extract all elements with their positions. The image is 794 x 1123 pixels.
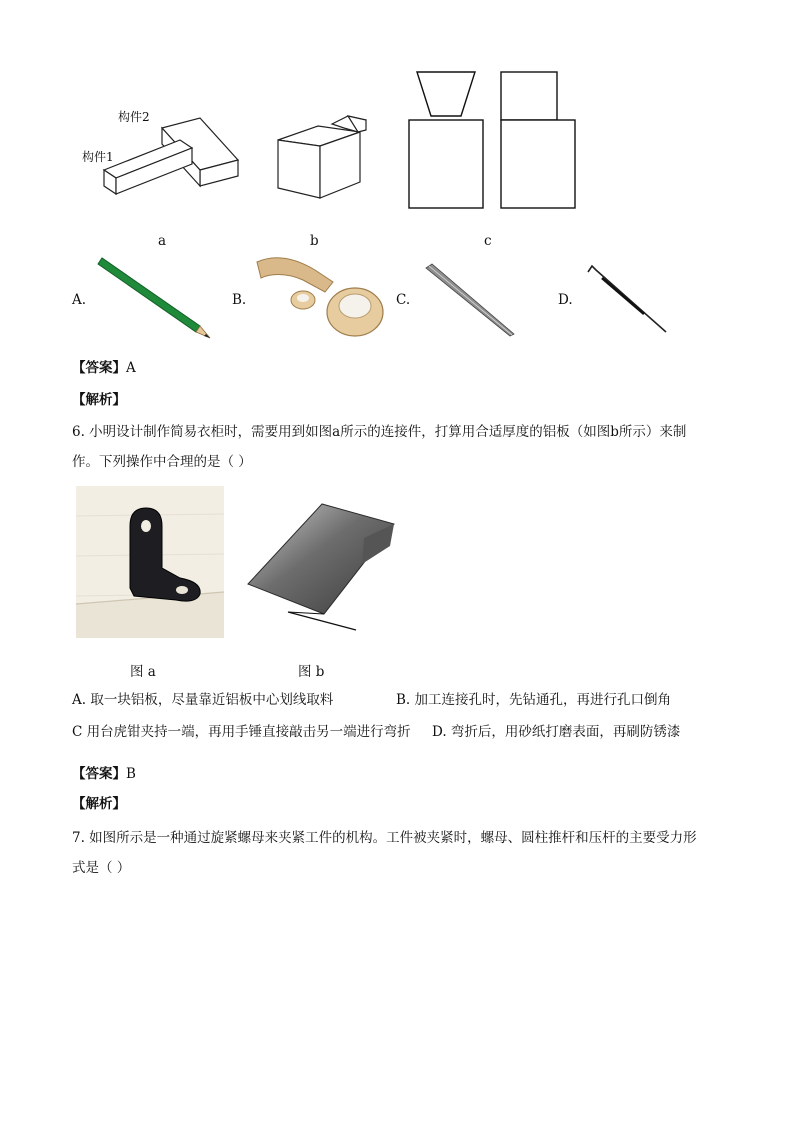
wooden-tool-icon (255, 252, 385, 342)
q5-analysis-tag: 【解析】 (72, 392, 126, 408)
scriber-icon (420, 262, 520, 338)
option-c-label: C. (396, 292, 411, 308)
option-d-label: D. (558, 292, 573, 308)
figure-6b-aluminum-sheet (244, 498, 396, 634)
label-component2: 构件2 (118, 110, 150, 124)
q6-analysis-tag: 【解析】 (72, 796, 126, 812)
q6-option-d: D. 弯折后，用砂纸打磨表面，再刷防锈漆 (432, 724, 681, 740)
option-a-label: A. (72, 292, 87, 308)
caption-b: b (310, 233, 319, 249)
q6-option-c: C 用台虎钳夹持一端，再用手锤直接敲击另一端进行弯折 (72, 724, 411, 740)
answer-tag: 【答案】 (72, 766, 126, 782)
q7-question-line1: 7. 如图所示是一种通过旋紧螺母来夹紧工件的机构。工件被夹紧时，螺母、圆柱推杆和压杆的主要受力形 (72, 830, 697, 846)
q6-question-line2: 作。下列操作中合理的是（ ） (72, 454, 252, 470)
needle-icon (584, 262, 674, 338)
answer-value: A (126, 360, 136, 376)
option-b-label: B. (232, 292, 247, 308)
answer-tag: 【答案】 (72, 360, 126, 376)
q6-answer (72, 764, 136, 784)
figure-6a-bracket-photo (76, 486, 224, 638)
q7-question-line2: 式是（ ） (72, 860, 131, 876)
q6-option-a: A. 取一块铝板，尽量靠近铝板中心划线取料 (72, 692, 334, 708)
figure-b-cube (272, 110, 372, 202)
caption-c: c (484, 233, 492, 249)
q5-answer (72, 358, 136, 378)
q6-question-line1: 6. 小明设计制作简易衣柜时，需要用到如图a所示的连接件，打算用合适厚度的铝板（如图b所示）来制 (72, 424, 687, 440)
pencil-icon (92, 256, 217, 342)
caption-6b: 图 b (298, 664, 325, 680)
caption-6a: 图 a (130, 664, 156, 680)
label-component1: 构件1 (82, 150, 114, 164)
figure-c-views (405, 70, 580, 212)
caption-a: a (158, 233, 167, 249)
answer-value: B (126, 766, 136, 782)
q6-option-b: B. 加工连接孔时，先钻通孔，再进行孔口倒角 (396, 692, 672, 708)
